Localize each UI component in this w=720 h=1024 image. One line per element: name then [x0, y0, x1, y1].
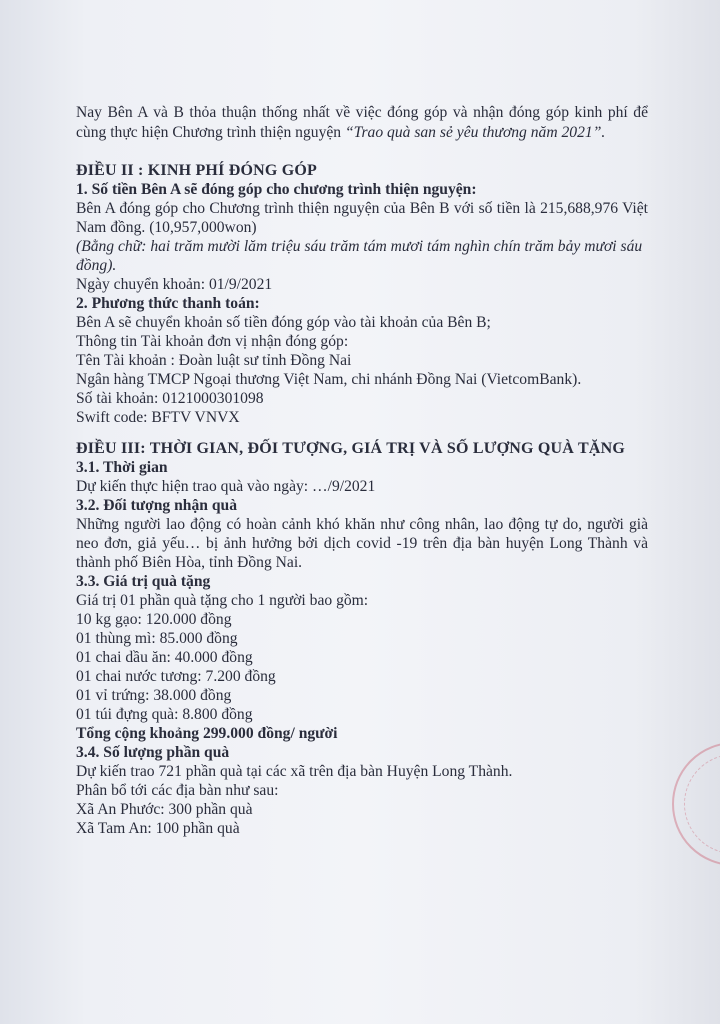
payment-line: Thông tin Tài khoản đơn vị nhận đóng góp:: [76, 333, 349, 350]
distribution-line: Xã Tam An: 100 phần quà: [76, 820, 240, 837]
program-name: “Trao quà san sẻ yêu thương năm 2021”.: [344, 124, 606, 141]
bank-name: Ngân hàng TMCP Ngoại thương Việt Nam, chi nhánh Đồng Nai (VietcomBank).: [76, 371, 582, 388]
distribution-line: Phân bổ tới các địa bàn như sau:: [76, 782, 279, 799]
distribution-line: Xã An Phước: 300 phần quà: [76, 801, 253, 818]
section-1-amount-in-words: (Bằng chữ: hai trăm mười lăm triệu sáu trăm tám mươi tám nghìn chín trăm bảy mươi sáu đồng).: [76, 238, 643, 274]
account-number: Số tài khoản: 0121000301098: [76, 390, 264, 407]
intro-paragraph: [76, 103, 648, 143]
gift-item: 01 túi đựng quà: 8.800 đồng: [76, 706, 253, 723]
gift-item: 01 chai dầu ăn: 40.000 đồng: [76, 649, 253, 666]
article-3-title: ĐIỀU III: THỜI GIAN, ĐỐI TƯỢNG, GIÁ TRỊ VÀ SỐ LƯỢNG QUÀ TẶNG: [76, 440, 625, 457]
account-name: Tên Tài khoản : Đoàn luật sư tỉnh Đồng Nai: [76, 352, 352, 369]
gift-date: Dự kiến thực hiện trao quà vào ngày: …/9/2021: [76, 478, 376, 495]
gift-item: 01 chai nước tương: 7.200 đồng: [76, 668, 276, 685]
section-3-3-title: 3.3. Giá trị quà tặng: [76, 573, 211, 590]
section-3-1-title: 3.1. Thời gian: [76, 459, 168, 476]
recipients-text: Những người lao động có hoàn cảnh khó khăn như công nhân, lao động tự do, người già neo đơn, giả yếu… bị ảnh hưởng bởi dịch covid -19 trên địa bàn huyện Long Thành và thành phố Biên Hòa, tỉnh Đồng Nai.: [76, 516, 648, 571]
payment-line: Bên A sẽ chuyển khoản số tiền đóng góp vào tài khoản của Bên B;: [76, 314, 491, 331]
swift-code: Swift code: BFTV VNVX: [76, 409, 240, 426]
transfer-date: Ngày chuyển khoản: 01/9/2021: [76, 276, 273, 293]
article-2-title: ĐIỀU II : KINH PHÍ ĐÓNG GÓP: [76, 162, 317, 179]
section-2-title: 2. Phương thức thanh toán:: [76, 295, 260, 312]
gift-item: 01 thùng mì: 85.000 đồng: [76, 630, 238, 647]
section-3-4-title: 3.4. Số lượng phần quà: [76, 744, 230, 761]
section-1-title: 1. Số tiền Bên A sẽ đóng góp cho chương trình thiện nguyện:: [76, 181, 477, 198]
gift-value-line: Giá trị 01 phần quà tặng cho 1 người bao gồm:: [76, 592, 369, 609]
document-body: [76, 103, 648, 838]
gift-item: 10 kg gạo: 120.000 đồng: [76, 611, 232, 628]
intro-text: Nay Bên A và B thỏa thuận thống nhất về việc đóng góp và nhận đóng góp kinh phí để cùng thực hiện Chương trình thiện nguyện: [76, 104, 648, 141]
distribution-line: Dự kiến trao 721 phần quà tại các xã trên địa bàn Huyện Long Thành.: [76, 763, 513, 780]
section-1-amount: Bên A đóng góp cho Chương trình thiện nguyện của Bên B với số tiền là 215,688,976 Việt Nam đồng. (10,957,000won): [76, 200, 648, 236]
gift-total: Tổng cộng khoảng 299.000 đồng/ người: [76, 725, 338, 742]
gift-item: 01 vỉ trứng: 38.000 đồng: [76, 687, 232, 704]
section-3-2-title: 3.2. Đối tượng nhận quà: [76, 497, 237, 514]
red-stamp-seal: [672, 742, 720, 866]
